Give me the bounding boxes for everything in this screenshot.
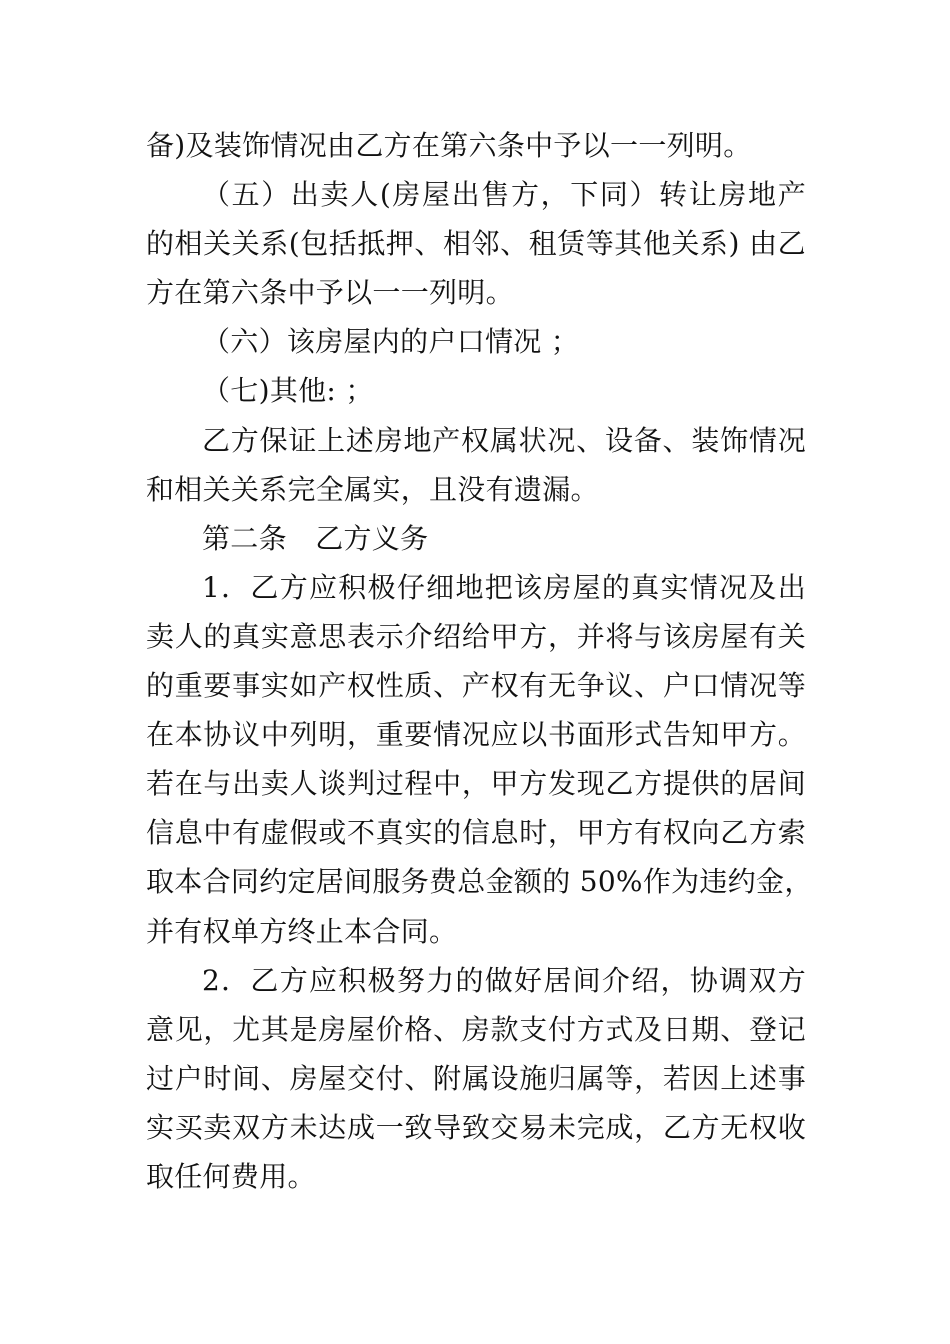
text-line: 实买卖双方未达成一致导致交易未完成，乙方无权收 [146, 1110, 806, 1144]
text-line: 意见，尤其是房屋价格、房款支付方式及日期、登记 [146, 1012, 806, 1046]
document-body [146, 121, 813, 1201]
text-line: （五）出卖人(房屋出售方，下同）转让房地产 [202, 178, 806, 212]
text-line: （七)其他: ； [202, 374, 374, 408]
text-line: 2．乙方应积极努力的做好居间介绍，协调双方 [202, 963, 806, 997]
text-line: 方在第六条中予以一一列明。 [146, 276, 514, 310]
text-line: 取任何费用。 [146, 1159, 316, 1193]
text-line: 并有权单方终止本合同。 [146, 914, 458, 948]
text-line: 乙方保证上述房地产权属状况、设备、装饰情况 [202, 423, 806, 457]
section-heading: 第二条 乙方义务 [202, 521, 429, 555]
text-line: 的重要事实如产权性质、产权有无争议、户口情况等 [146, 669, 806, 703]
text-line: 在本协议中列明，重要情况应以书面形式告知甲方。 [146, 718, 806, 752]
text-line: 若在与出卖人谈判过程中，甲方发现乙方提供的居间 [146, 767, 806, 801]
text-line: 1．乙方应积极仔细地把该房屋的真实情况及出 [202, 570, 806, 604]
text-line: （六）该房屋内的户口情况 ； [202, 325, 580, 359]
text-line: 过户时间、房屋交付、附属设施归属等，若因上述事 [146, 1061, 806, 1095]
text-line: 的相关关系(包括抵押、相邻、租赁等其他关系) 由乙 [146, 227, 806, 261]
text-line: 信息中有虚假或不真实的信息时，甲方有权向乙方索 [146, 816, 806, 850]
text-line: 取本合同约定居间服务费总金额的 50%作为违约金， [146, 865, 813, 899]
text-line: 卖人的真实意思表示介绍给甲方，并将与该房屋有关 [146, 619, 806, 653]
text-line: 和相关关系完全属实，且没有遗漏。 [146, 472, 599, 506]
text-line: 备)及装饰情况由乙方在第六条中予以一一列明。 [146, 129, 752, 162]
